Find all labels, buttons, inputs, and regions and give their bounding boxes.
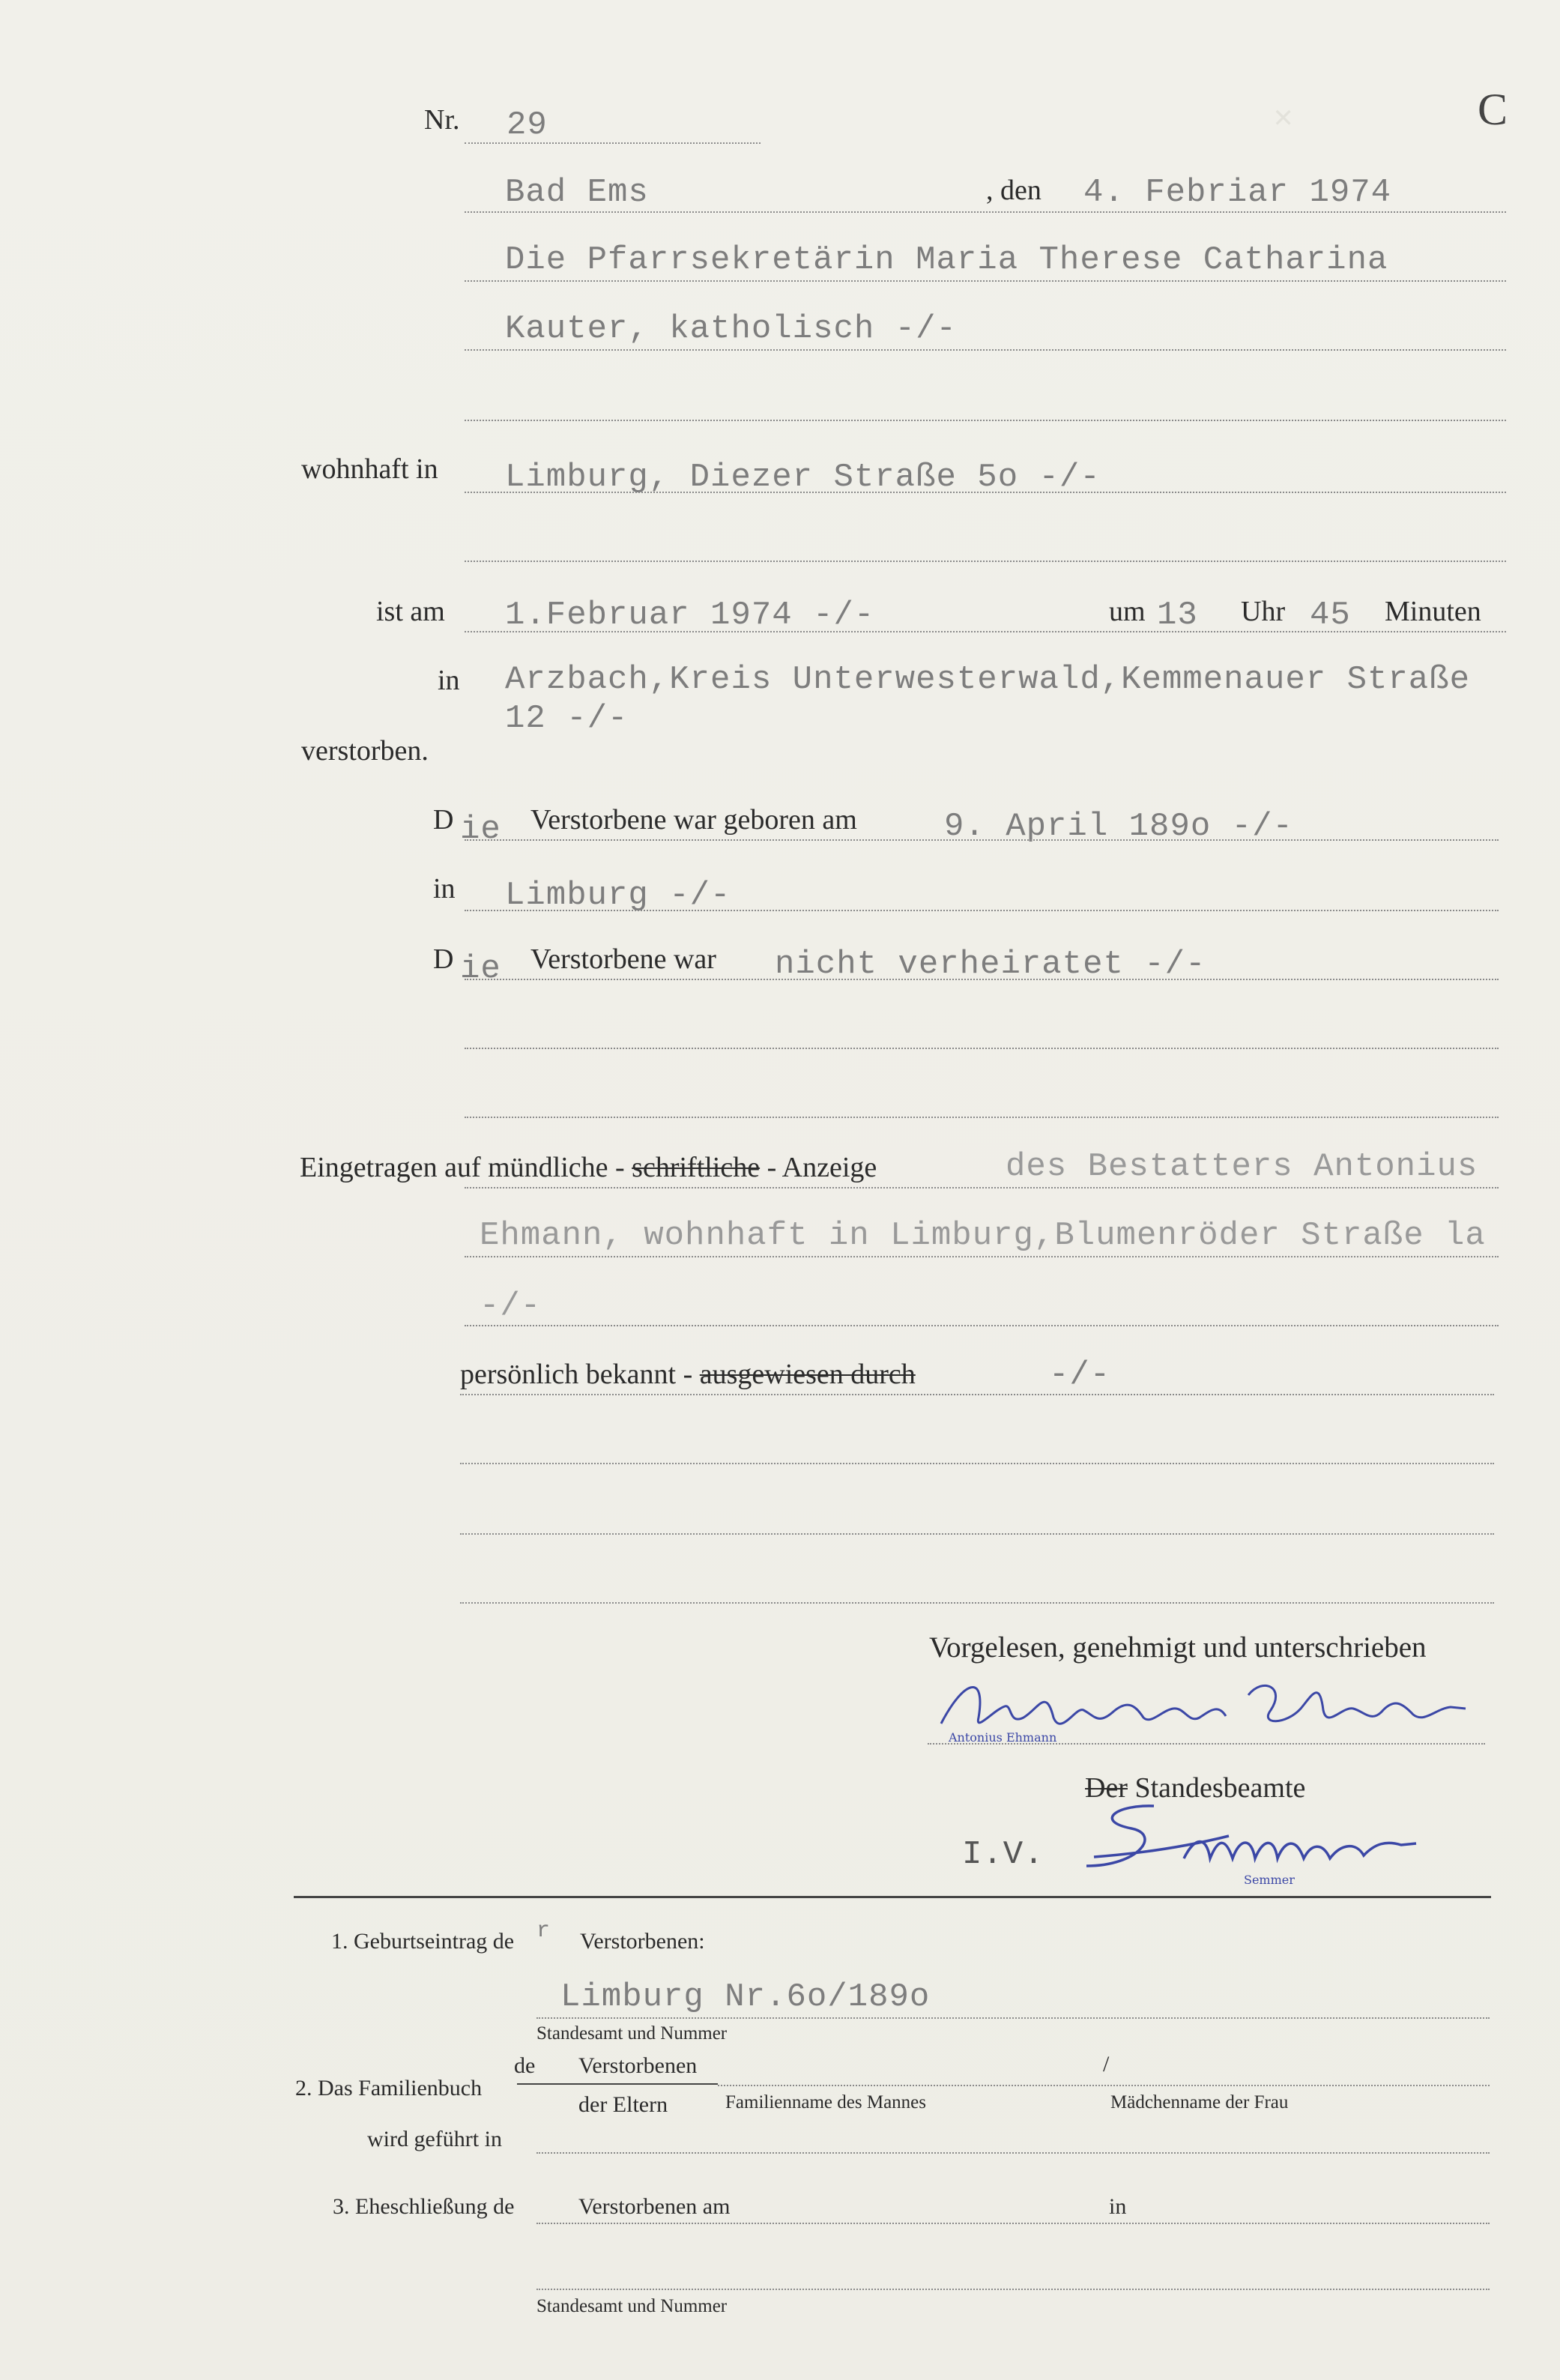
footer-item1-label: 1. Geburtseintrag de xyxy=(331,1929,515,1954)
registration-label-struck: schriftliche xyxy=(632,1152,761,1183)
birth-place-label: in xyxy=(433,873,456,904)
residence-line xyxy=(465,492,1506,493)
uhr-label: Uhr xyxy=(1241,596,1286,627)
marital-d-fill: ie xyxy=(460,950,501,988)
official-label-struck: Der xyxy=(1085,1772,1128,1804)
death-date-line xyxy=(465,631,1506,632)
blank-line-3 xyxy=(465,1048,1499,1049)
place-value: Bad Ems xyxy=(505,174,649,211)
informant-line1: Die Pfarrsekretärin Maria Therese Catharina xyxy=(505,241,1388,279)
footer-item2-slash: / xyxy=(1103,2052,1110,2077)
iv-label: I.V. xyxy=(962,1836,1044,1873)
identity-line xyxy=(460,1394,1494,1395)
identity-label xyxy=(460,1358,916,1391)
minuten-label: Minuten xyxy=(1385,596,1481,627)
nr-label: Nr. xyxy=(424,104,460,136)
blank-line-2 xyxy=(465,561,1506,562)
registration-label-end: - Anzeige xyxy=(760,1152,877,1183)
footer-item2-line xyxy=(718,2085,1490,2086)
death-place-line2: 12 -/- xyxy=(505,700,629,737)
birth-d-fill: ie xyxy=(460,811,501,848)
bleed-through-mark: ✕ xyxy=(1274,100,1293,136)
signature-informant-line xyxy=(928,1743,1485,1745)
blank-line-6 xyxy=(460,1533,1494,1535)
nr-line xyxy=(465,142,761,144)
footer-item2-option-rule xyxy=(517,2083,718,2085)
corner-letter: C xyxy=(1478,85,1508,134)
identity-label-start: persönlich bekannt - xyxy=(460,1359,700,1390)
footer-caption-husband: Familienname des Mannes xyxy=(725,2092,926,2112)
birth-date-value: 9. April 189o -/- xyxy=(944,808,1293,845)
marital-value: nicht verheiratet -/- xyxy=(775,946,1206,983)
footer-item2-option2: der Eltern xyxy=(578,2092,668,2117)
registration-line2 xyxy=(465,1256,1499,1257)
birth-text: Verstorbene war geboren am xyxy=(530,804,857,836)
signature-informant xyxy=(934,1665,1473,1748)
nr-value: 29 xyxy=(507,106,548,144)
signature-official xyxy=(1064,1791,1484,1888)
footer-item1-end: Verstorbenen: xyxy=(580,1929,705,1954)
registration-label xyxy=(300,1151,877,1184)
registration-label-start: Eingetragen auf mündliche - xyxy=(300,1152,632,1183)
death-place-line1: Arzbach,Kreis Unterwesterwald,Kemmenauer Straße xyxy=(505,661,1471,698)
residence-value: Limburg, Diezer Straße 5o -/- xyxy=(505,459,1101,496)
marital-d-label: D xyxy=(433,943,454,975)
footer-separator xyxy=(294,1896,1491,1898)
birth-place-value: Limburg -/- xyxy=(505,877,731,914)
footer-item3-line2 xyxy=(536,2289,1490,2290)
birth-line xyxy=(465,839,1499,841)
footer-item2-option1: Verstorbenen xyxy=(578,2053,698,2078)
date-value: 4. Febriar 1974 xyxy=(1083,174,1392,211)
death-date-label: ist am xyxy=(376,596,445,627)
registration-value-line2: Ehmann, wohnhaft in Limburg,Blumenröder Straße la xyxy=(480,1217,1486,1254)
death-minutes: 45 xyxy=(1310,596,1351,634)
footer-caption-wife: Mädchenname der Frau xyxy=(1110,2092,1289,2112)
blank-line-4 xyxy=(465,1117,1499,1118)
identity-value: -/- xyxy=(1049,1356,1111,1394)
closing-read-text: Vorgelesen, genehmigt und unterschrieben xyxy=(929,1631,1427,1664)
birth-place-line xyxy=(465,910,1499,911)
death-place-label: in xyxy=(438,665,460,696)
identity-label-struck: ausgewiesen durch xyxy=(699,1359,916,1390)
death-date-value: 1.Februar 1974 -/- xyxy=(505,596,875,634)
footer-item3-in: in xyxy=(1109,2194,1127,2219)
footer-item2-de: de xyxy=(514,2053,536,2078)
residence-label: wohnhaft in xyxy=(301,453,438,485)
footer-item1-value: Limburg Nr.6o/189o xyxy=(560,1978,931,2016)
footer-item2-wird: wird geführt in xyxy=(367,2127,502,2151)
registration-value-line1: des Bestatters Antonius xyxy=(1006,1148,1478,1186)
verstorben-label: verstorben. xyxy=(301,735,429,767)
um-label: um xyxy=(1109,596,1146,627)
birth-d-label: D xyxy=(433,804,454,836)
footer-item1-fill: r xyxy=(536,1918,551,1944)
footer-item3-line xyxy=(536,2223,1490,2224)
blank-line-7 xyxy=(460,1602,1494,1604)
den-label: , den xyxy=(986,175,1041,206)
signature-official-text: Semmer xyxy=(1244,1873,1295,1887)
informant-line2-rule xyxy=(465,349,1506,351)
death-hour: 13 xyxy=(1157,596,1198,634)
footer-item2-label: 2. Das Familienbuch xyxy=(295,2076,483,2100)
footer-caption-office2: Standesamt und Nummer xyxy=(536,2296,728,2316)
blank-line-5 xyxy=(460,1463,1494,1464)
footer-item2-wird-line xyxy=(536,2152,1490,2154)
informant-line1-rule xyxy=(465,280,1506,282)
footer-item3-text: Verstorbenen am xyxy=(578,2194,731,2219)
marital-line xyxy=(465,979,1499,980)
footer-caption-office: Standesamt und Nummer xyxy=(536,2023,728,2044)
official-label-text: Standesbeamte xyxy=(1134,1772,1306,1804)
informant-line2: Kauter, katholisch -/- xyxy=(505,310,957,348)
place-date-line xyxy=(465,211,1506,213)
blank-line-1 xyxy=(465,420,1506,421)
marital-text: Verstorbene war xyxy=(530,943,716,975)
registration-line1 xyxy=(465,1187,1499,1189)
signature-informant-text: Antonius Ehmann xyxy=(949,1730,1057,1745)
footer-item3-label: 3. Eheschließung de xyxy=(333,2194,515,2219)
registration-value-line3: -/- xyxy=(480,1287,542,1325)
registration-line3 xyxy=(465,1325,1499,1326)
footer-item1-line xyxy=(536,2017,1490,2019)
